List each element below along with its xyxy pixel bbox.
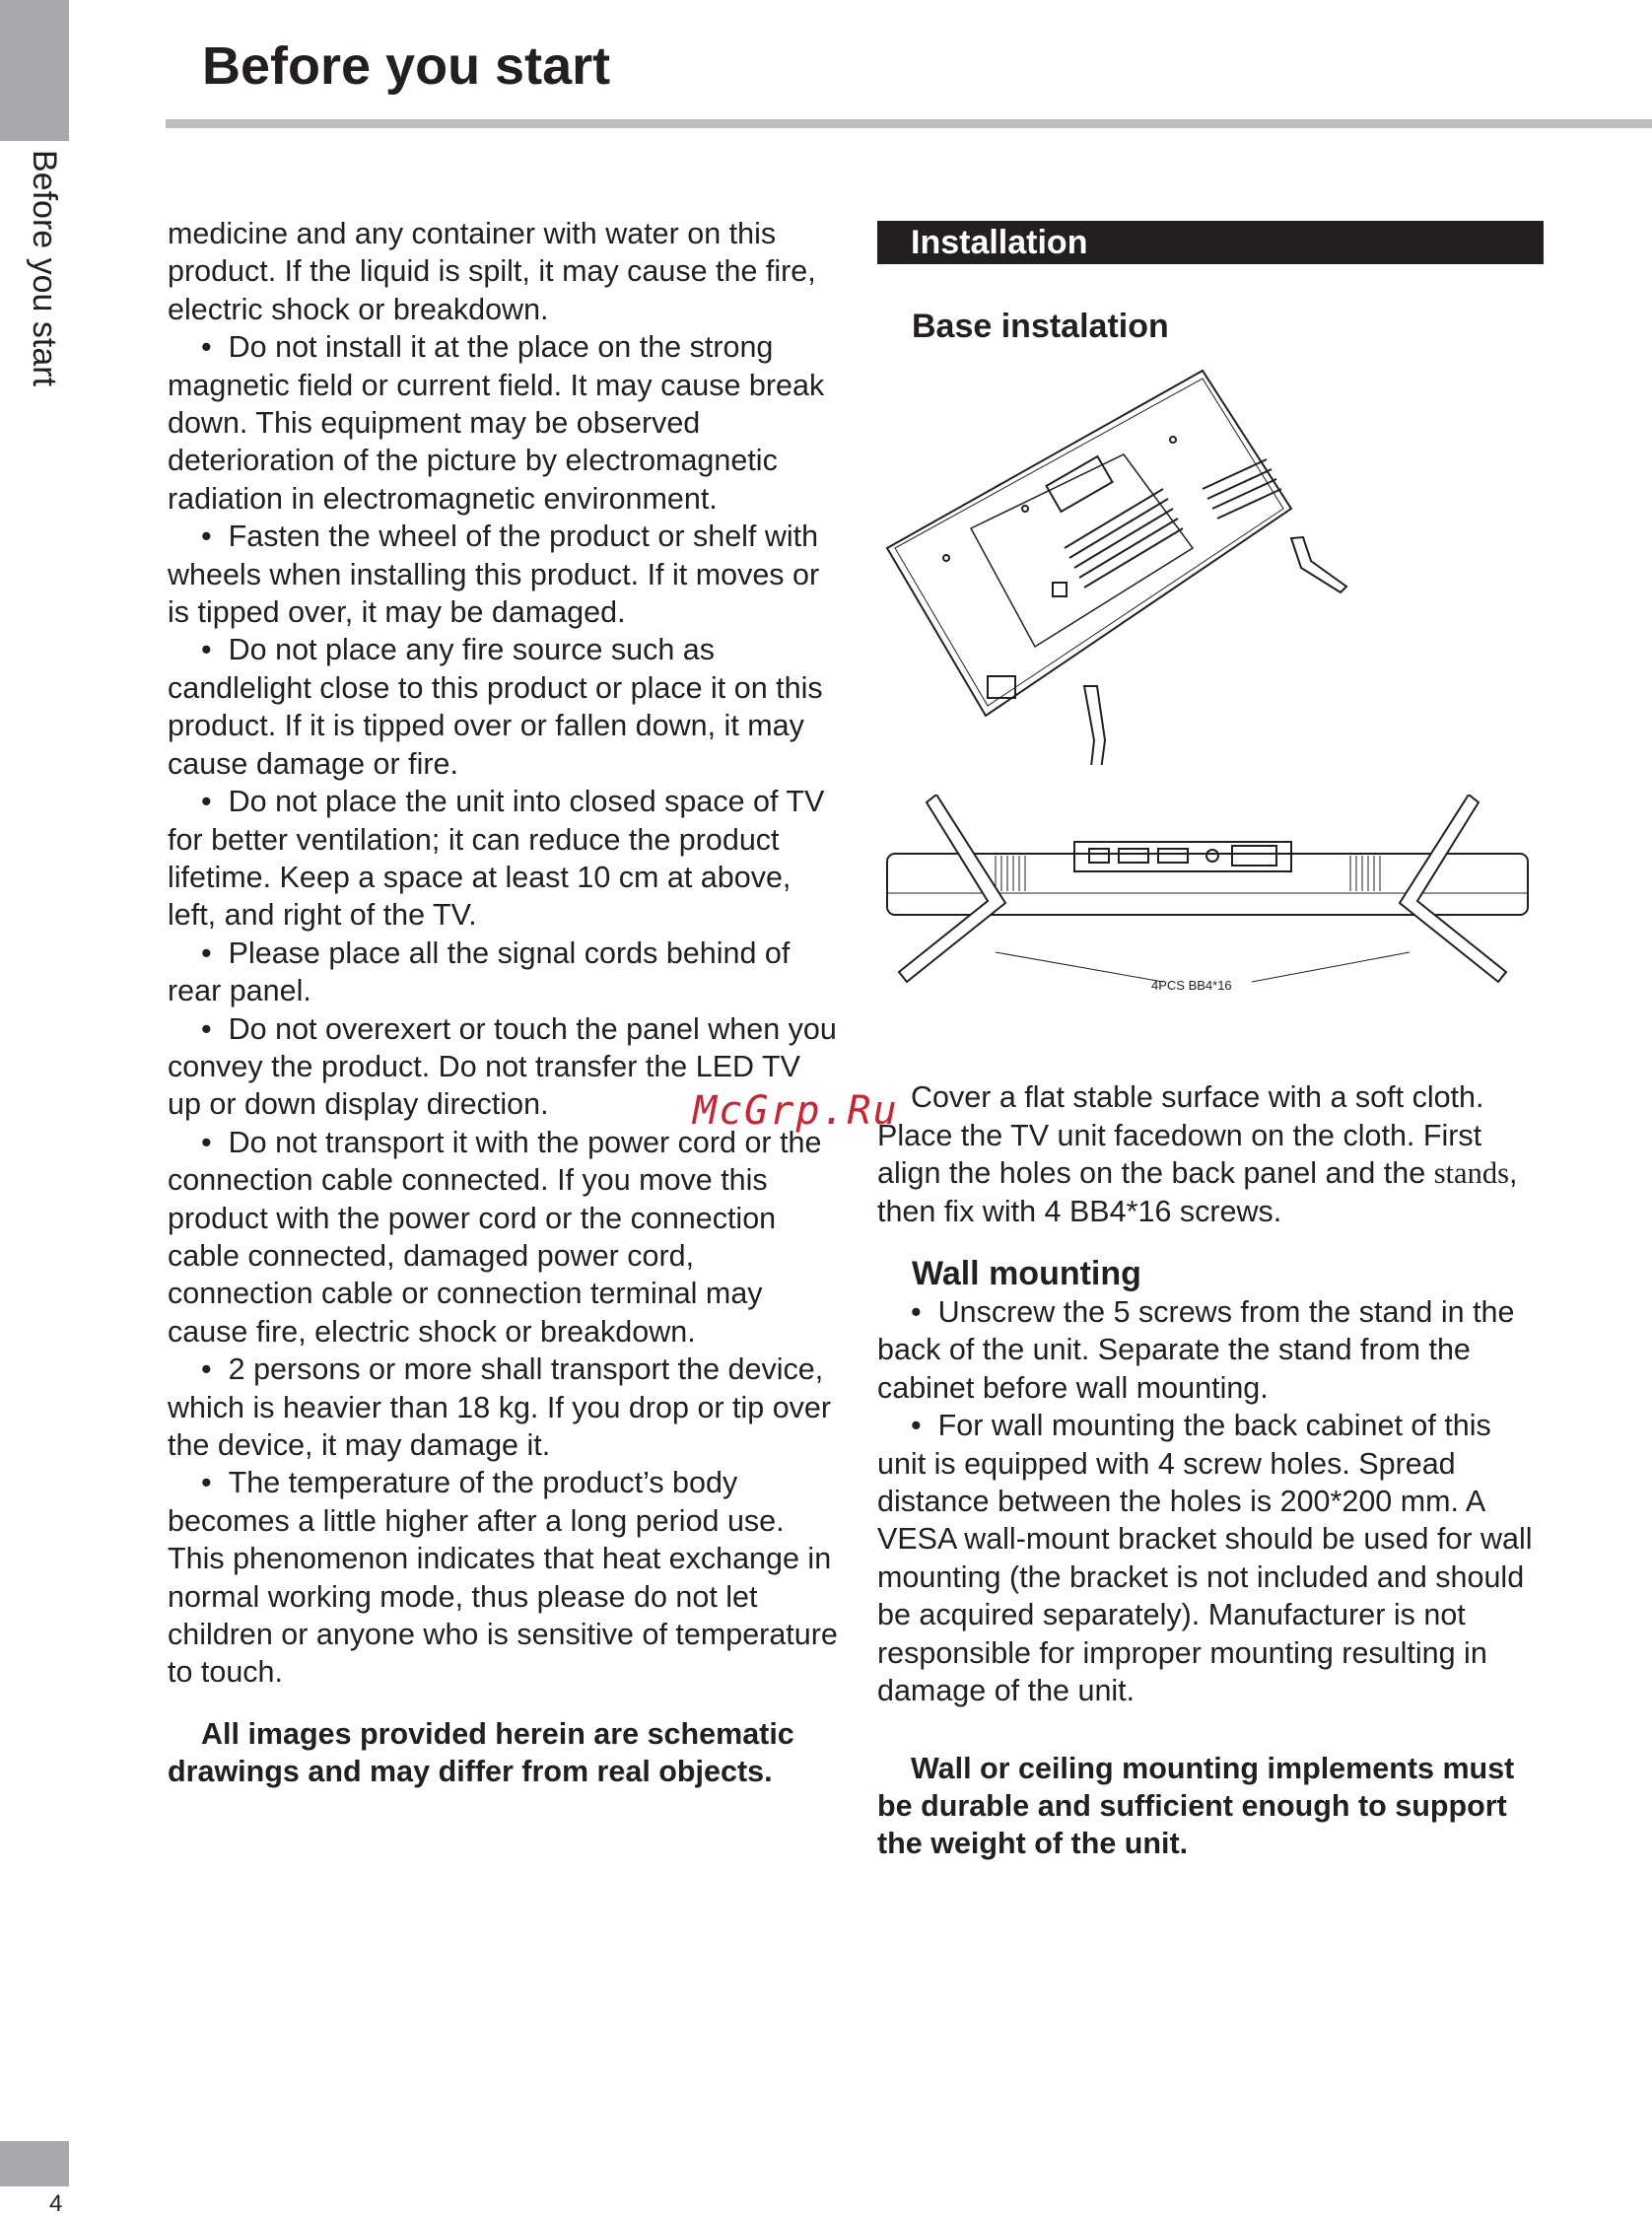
tv-bottom-stand-illustration (877, 795, 1544, 1041)
safety-bullet: • 2 persons or more shall transport the device, which is heavier than 18 kg. If you drop or tip over the device, it may damage it. (168, 1351, 838, 1464)
safety-bullet: • Do not overexert or touch the panel when you convey the product. Do not transfer the LED TV up or down display direction. (168, 1010, 838, 1124)
safety-bullet: • Do not place any fire source such as candlelight close to this product or place it on this product. If it is tipped over or fallen down, it may cause damage or fire. (168, 631, 838, 783)
safety-bullet: • Fasten the wheel of the product or shelf with wheels when installing this product. If it moves or is tipped over, it may be damaged. (168, 518, 838, 631)
schematic-note: All images provided herein are schematic drawings and may differ from real objects. (168, 1716, 794, 1789)
base-text-part-a: Cover a flat stable surface with a soft cloth. Place the TV unit facedown on the cloth. First align the holes on the back panel and the (877, 1080, 1484, 1191)
tv-back-illustration (877, 361, 1544, 765)
screw-count-label: 4PCS BB4*16 (1151, 978, 1232, 994)
base-installation-heading: Base instalation (912, 308, 1169, 345)
page-number: 4 (49, 2190, 63, 2217)
safety-bullet: • Do not install it at the place on the strong magnetic field or current field. It may cause break down. This equipment may be observed deterioration of the picture by electromagnetic radiation in electromagnetic environment. (168, 328, 838, 518)
base-text-part-b: , then fix with 4 BB4*16 screws. (877, 1156, 1518, 1228)
left-column (168, 215, 838, 1791)
installation-figures (877, 361, 1544, 1071)
wall-bullet: • For wall mounting the back cabinet of this unit is equipped with 4 screw holes. Spread distance between the holes is 200*200 mm. A VESA wall-mount bracket should be used for wall mounting (the bracket is not included and should be acquired separately). Manufacturer is not responsible for improper mounting resulting in damage of the unit. (877, 1407, 1544, 1709)
safety-bullet: • The temperature of the product’s body becomes a little higher after a long period use. This phenomenon indicates that heat exchange in normal working mode, thus please do not let children or anyone who is sensitive of temperature to touch. (168, 1464, 838, 1691)
site-watermark: McGrp.Ru (693, 1088, 899, 1134)
safety-bullet: • Please place all the signal cords behind of rear panel. (168, 935, 838, 1010)
wall-bullet: • Unscrew the 5 screws from the stand in the back of the unit. Separate the stand from the cabinet before wall mounting. (877, 1293, 1544, 1407)
side-section-label: Before you start (26, 150, 63, 387)
page-title: Before you start (202, 36, 611, 96)
installation-section-header: Installation (877, 221, 1544, 264)
bottom-tab-marker (0, 2141, 69, 2186)
safety-bullet: • Do not place the unit into closed space of TV for better ventilation; it can reduce the product lifetime. Keep a space at least 10 cm at above, left, and right of the TV. (168, 783, 838, 935)
intro-paragraph: medicine and any container with water on this product. If the liquid is spilt, it may cause the fire, electric shock or breakdown. (168, 217, 816, 326)
safety-bullet: • Do not transport it with the power cord or the connection cable connected. If you move this product with the power cord or the connection cable connected, damaged power cord, connection cable or connection terminal may cause fire, electric shock or breakdown. (168, 1124, 838, 1351)
right-column (877, 221, 1544, 1863)
side-tab-marker (0, 0, 69, 141)
base-installation-text (877, 1078, 1544, 1230)
base-text-stands: stands (1433, 1156, 1509, 1191)
wall-mounting-note: Wall or ceiling mounting implements must be durable and sufficient enough to support the weight of the unit. (877, 1751, 1515, 1861)
wall-mounting-heading: Wall mounting (912, 1255, 1141, 1293)
title-divider (166, 119, 1652, 128)
